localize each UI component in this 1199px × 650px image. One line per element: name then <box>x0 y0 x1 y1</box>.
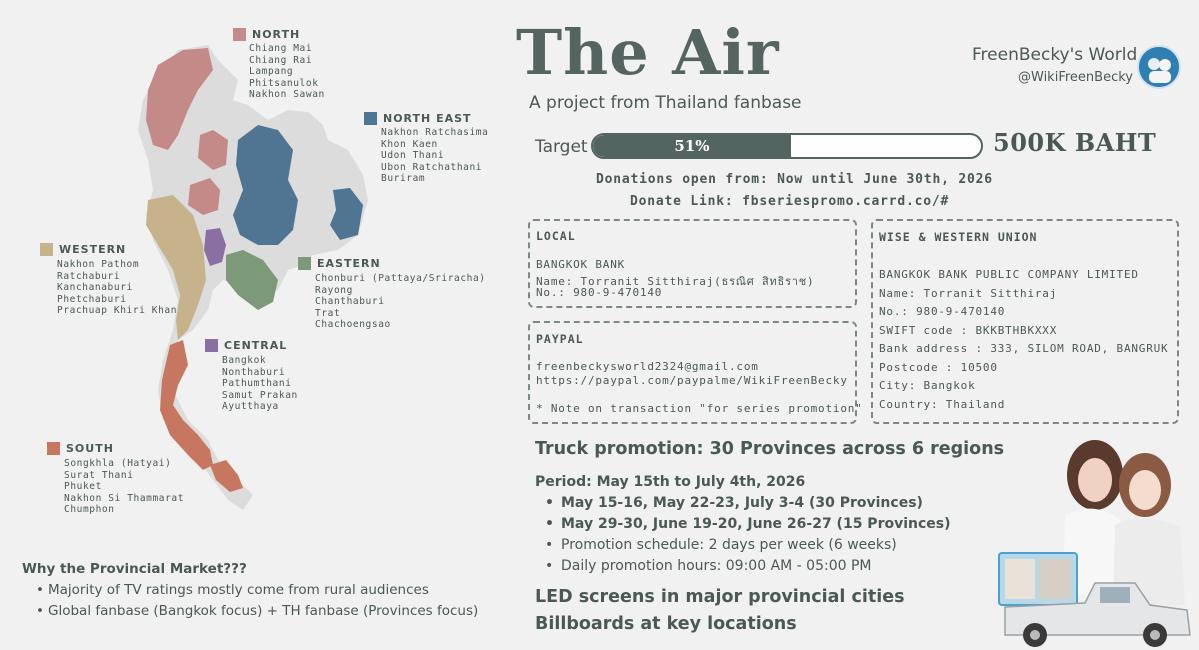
local-line: BANGKOK BANK <box>536 258 626 271</box>
truck-bullet-text: May 29-30, June 19-20, June 26-27 (15 Provinces) <box>561 516 951 532</box>
why-bullet <box>36 582 429 598</box>
wise-line: No.: 980-9-470140 <box>879 305 1006 318</box>
truck-bullet <box>546 558 872 574</box>
wise-line: Country: Thailand <box>879 398 1006 411</box>
region-eastern-provinces: Chonburi (Pattaya/Sriracha) Rayong Chanthaburi Trat Chachoengsao <box>315 273 486 331</box>
region-central-heading <box>205 339 287 352</box>
local-line: Name: Torranit Sitthiraj(ธรณิศ สิทธิราช) <box>536 275 815 288</box>
promo-photo <box>995 435 1195 650</box>
truck-bullet-text: Promotion schedule: 2 days per week (6 weeks) <box>561 537 897 553</box>
northeast-swatch <box>364 112 377 125</box>
paypal-note: * Note on transaction "for series promotion" <box>536 402 863 415</box>
brand-handle[interactable]: @WikiFreenBecky <box>1018 70 1133 85</box>
why-bullet-text: Majority of TV ratings mostly come from rural audiences <box>48 582 429 598</box>
eastern-swatch <box>298 257 311 270</box>
region-eastern-name: EASTERN <box>317 257 381 270</box>
wise-line: Bank address : 333, SILOM ROAD, BANGRUK <box>879 342 1169 355</box>
progress-bar <box>591 133 983 159</box>
paypal-link[interactable]: https://paypal.com/paypalme/WikiFreenBecky <box>536 374 848 387</box>
truck-bullet <box>546 516 951 532</box>
region-central-provinces: Bangkok Nonthaburi Pathumthani Samut Prakan Ayutthaya <box>222 355 298 413</box>
region-north-name: NORTH <box>252 28 301 41</box>
page-subtitle: A project from Thailand fanbase <box>529 93 802 113</box>
paypal-heading: PAYPAL <box>536 332 584 346</box>
truck-bullet <box>546 537 897 553</box>
donate-link[interactable]: Donate Link: fbseriespromo.carrd.co/# <box>630 194 950 209</box>
page-title: The Air <box>516 16 780 89</box>
led-screens-text: LED screens in major provincial cities <box>535 587 905 607</box>
donations-open: Donations open from: Now until June 30th, 2026 <box>596 172 993 187</box>
wise-heading: WISE & WESTERN UNION <box>879 230 1038 244</box>
western-swatch <box>40 243 53 256</box>
why-bullet-text: Global fanbase (Bangkok focus) + TH fanbase (Provinces focus) <box>48 603 479 619</box>
wise-line: BANGKOK BANK PUBLIC COMPANY LIMITED <box>879 268 1139 281</box>
truck-title: Truck promotion: 30 Provinces across 6 regions <box>535 439 1005 459</box>
avatar-icon <box>1139 47 1179 87</box>
central-swatch <box>205 339 218 352</box>
avatar[interactable] <box>1137 45 1181 89</box>
brand-name: FreenBecky's World <box>972 45 1138 65</box>
truck-bullet-text: May 15-16, May 22-23, July 3-4 (30 Provinces) <box>561 495 923 511</box>
truck-bullet <box>546 495 923 511</box>
region-north-heading <box>233 28 300 41</box>
region-northeast-heading <box>364 112 472 125</box>
wise-line: Name: Torranit Sitthiraj <box>879 287 1058 300</box>
north-swatch <box>233 28 246 41</box>
region-south-provinces: Songkhla (Hatyai) Surat Thani Phuket Nakhon Si Thammarat Chumphon <box>64 458 185 516</box>
region-northeast-provinces: Nakhon Ratchasima Khon Kaen Udon Thani Ubon Ratchathani Buriram <box>381 127 489 185</box>
target-amount: 500K BAHT <box>993 128 1157 157</box>
region-south-name: SOUTH <box>66 442 114 455</box>
why-title: Why the Provincial Market??? <box>22 561 247 577</box>
wise-box <box>871 219 1179 424</box>
billboards-text: Billboards at key locations <box>535 614 797 634</box>
local-line: No.: 980-9-470140 <box>536 286 663 299</box>
region-north-provinces: Chiang Mai Chiang Rai Lampang Phitsanulok Nakhon Sawan <box>249 43 325 101</box>
paypal-box <box>528 321 863 424</box>
target-label: Target <box>535 137 588 157</box>
region-south-heading <box>47 442 114 455</box>
region-western-name: WESTERN <box>59 243 127 256</box>
wise-line: City: Bangkok <box>879 379 976 392</box>
region-western-provinces: Nakhon Pathom Ratchaburi Kanchanaburi Phetchaburi Prachuap Khiri Khan <box>57 259 178 317</box>
local-box <box>528 219 857 308</box>
paypal-email[interactable]: freenbeckysworld2324@gmail.com <box>536 360 759 373</box>
truck-period: Period: May 15th to July 4th, 2026 <box>535 474 806 490</box>
wise-line: SWIFT code : BKKBTHBKXXX <box>879 324 1058 337</box>
wise-line: Postcode : 10500 <box>879 361 998 374</box>
progress-percent: 51% <box>674 137 710 155</box>
region-northeast-name: NORTH EAST <box>383 112 472 125</box>
why-bullet <box>36 603 478 619</box>
region-eastern-heading <box>298 257 381 270</box>
south-swatch <box>47 442 60 455</box>
local-heading: LOCAL <box>536 229 576 243</box>
region-central-name: CENTRAL <box>224 339 288 352</box>
region-western-heading <box>40 243 126 256</box>
truck-bullet-text: Daily promotion hours: 09:00 AM - 05:00 PM <box>561 558 872 574</box>
